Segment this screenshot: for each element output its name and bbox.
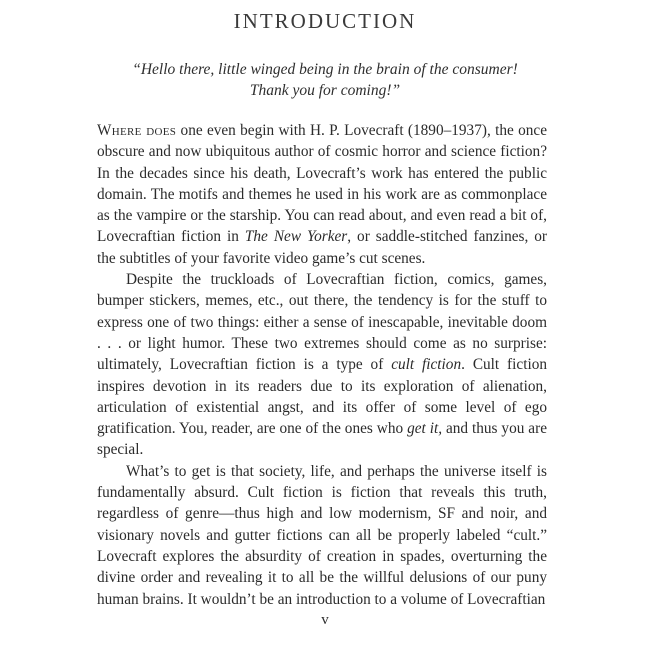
epigraph	[0, 59, 650, 101]
paragraph-3	[97, 461, 547, 610]
paragraph-1-text-a: one even begin with H. P. Lovecraft (1890–1937), the once obscure and now ubiquitous author of cosmic horror and science fiction? In the decades since his death, Lovecraft’s work has entered the public domain. The motifs and themes he used in his work are as commonplace as the vampire or the starship. You can read about, and even read a bit of, Lovecraftian fiction in	[97, 122, 547, 246]
paragraph-2-text-c: and thus you are special.	[97, 420, 547, 459]
chapter-title: INTRODUCTION	[233, 9, 417, 33]
publication-title: The New Yorker	[244, 228, 348, 246]
body-text	[97, 120, 547, 610]
page-number: v	[321, 612, 329, 628]
paragraph-2-text-a: Despite the truckloads of Lovecraftian fiction, comics, games, bumper stickers, memes, etc., out there, the tendency is for the stuff to express one of two things: either a sense of inescapable, inevitable doom . . . or light humor. These two extremes should come as no surprise: ultimately, Lovecraftian fiction is a type of	[97, 271, 547, 374]
epigraph-line-2: Thank you for coming!”	[249, 82, 401, 99]
paragraph-2-text-b: . Cult fiction inspires devotion in its readers due to its exploration of alienation, articulation of existential angst, and its offer of some level of ego gratification. You, reader, are one of the ones who	[97, 356, 547, 438]
paragraph-1-text-b: , or saddle-stitched fanzines, or the subtitles of your favorite video game’s cut scenes.	[97, 228, 548, 267]
emphasis-get-it: get it,	[407, 420, 443, 438]
lead-in: Where does	[97, 122, 177, 139]
epigraph-line-1: “Hello there, little winged being in the brain of the consumer!	[132, 61, 518, 78]
paragraph-3-text: What’s to get is that society, life, and perhaps the universe itself is fundamentally absurd. Cult fiction is fiction that reveals this truth, regardless of genre—thus high and low modernism, SF and noir, and visionary novels and gutter fictions can all be properly labeled “cult.” Lovecraft explores the absurdity of creation in spades, overturning the divine order and revealing it to all be the willful delusions of our puny human brains. It wouldn’t be an introduction to a volume of Lovecraftian	[97, 462, 547, 608]
emphasis-cult-fiction: cult fiction	[391, 356, 462, 374]
paragraph-2	[97, 269, 547, 461]
paragraph-1	[97, 120, 547, 269]
